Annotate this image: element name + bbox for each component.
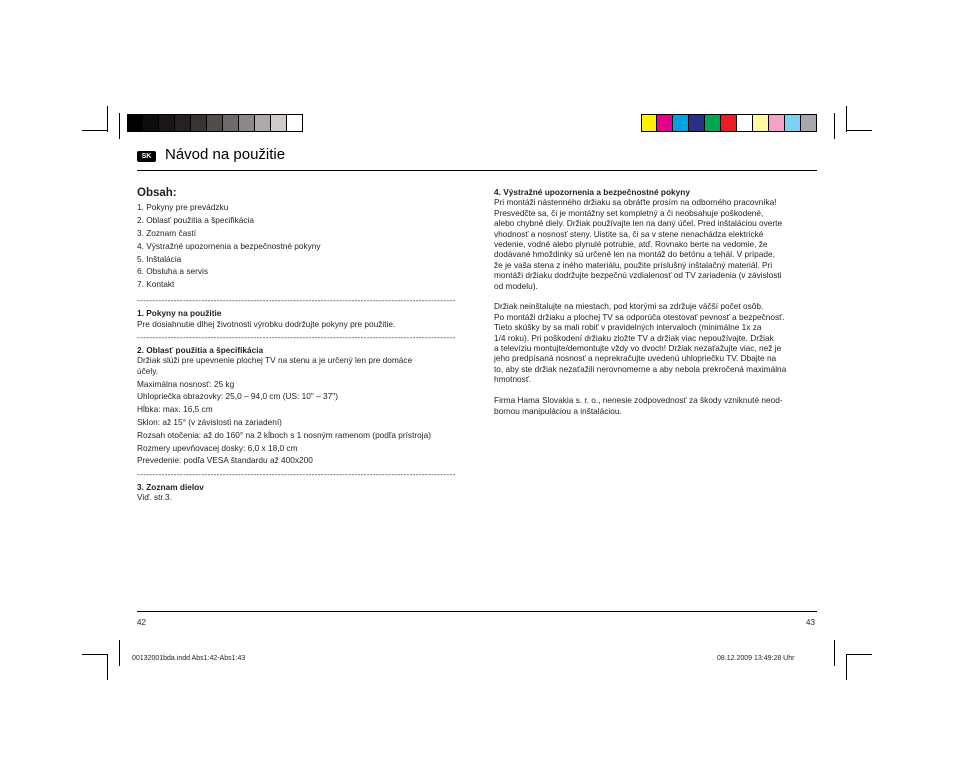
text-line: alebo chybné diely. Držiak používajte len na daný účel. Pred inštaláciou overte [494, 218, 783, 229]
color-swatch [255, 114, 271, 132]
spec-line: Sklon: až 15° (v závislosti na zariadení) [137, 417, 282, 428]
color-swatch [159, 114, 175, 132]
separator: -------------------------------------------------------------------------------------------------------- [137, 332, 456, 343]
spec-line: Uhlopriečka obrazovky: 25,0 – 94,0 cm (US: 10" – 37") [137, 391, 338, 402]
text-line: že je vaša stena z iného materiálu, použite príslušný inštalačný materiál. Pri [494, 259, 773, 270]
text-line: vhodnosť a nosnosť steny. Uistite sa, či sa v stene nenachádza elektrické [494, 228, 764, 239]
timestamp: 08.12.2009 13:49:28 Uhr [717, 655, 795, 662]
crop-mark [846, 106, 847, 132]
crop-mark [119, 640, 120, 666]
crop-mark [107, 106, 108, 132]
file-info: 00132001bda.indd Abs1:42-Abs1:43 [132, 655, 246, 662]
toc-item: 1. Pokyny pre prevádzku [137, 202, 229, 212]
crop-mark [834, 640, 835, 666]
text-line: od modelu). [494, 280, 538, 291]
color-swatch [785, 114, 801, 132]
color-swatch [705, 114, 721, 132]
color-swatch [207, 114, 223, 132]
crop-mark [82, 130, 108, 131]
crop-mark [82, 654, 108, 655]
separator: -------------------------------------------------------------------------------------------------------- [137, 295, 456, 306]
text-line: dodávané hmoždinky sú určené len na montáž do betónu a tehál. V prípade, [494, 249, 775, 260]
text-line: bornou manipuláciou a inštaláciou. [494, 405, 622, 416]
color-swatch [721, 114, 737, 132]
text-line: Pri montáži nástenného držiaku sa obráťte prosím na odborného pracovníka! [494, 197, 777, 208]
color-swatch [801, 114, 817, 132]
page-title: Návod na použitie [165, 146, 286, 163]
paragraph-1 [494, 197, 824, 291]
color-swatch [753, 114, 769, 132]
specification-list [137, 379, 472, 466]
contents-heading: Obsah: [137, 187, 177, 199]
spec-line: Rozmery upevňovacej dosky: 6,0 x 18,0 cm [137, 442, 298, 453]
section-1-heading: 1. Pokyny na použitie [137, 308, 222, 319]
spec-line: Rozsah otočenia: až do 160° na 2 kĺboch s 1 nosným ramenom (podľa prístroja) [137, 429, 431, 440]
color-swatch [673, 114, 689, 132]
color-swatch [271, 114, 287, 132]
color-swatch [127, 114, 143, 132]
language-badge: SK [137, 151, 156, 162]
text-line: vedenie, vodné alebo plynulé potrubie, atď. Rovnako berte na vedomie, že [494, 239, 768, 250]
crop-mark [846, 654, 872, 655]
color-swatch [657, 114, 673, 132]
color-swatch [769, 114, 785, 132]
text-line: hmotnosť. [494, 374, 532, 385]
right-column [494, 187, 824, 416]
text-line: Presvedčte sa, či je montážny set kompletný a či neobsahuje poškodené, [494, 207, 764, 218]
spec-line: Hĺbka: max. 16,5 cm [137, 404, 213, 415]
separator: -------------------------------------------------------------------------------------------------------- [137, 468, 456, 479]
page-number-right: 43 [806, 618, 815, 627]
toc-item: 4. Výstražné upozornenia a bezpečnostné pokyny [137, 240, 321, 251]
paragraph-3 [494, 395, 824, 416]
color-swatch [143, 114, 159, 132]
footer-rule [137, 611, 817, 612]
color-swatch [191, 114, 207, 132]
grayscale-bar [127, 114, 303, 132]
text-line: jeho predpísaná nosnosť a neprekračujte uvedenú uhlopriečku TV. Dbajte na [494, 353, 777, 364]
toc-item: 5. Inštalácia [137, 253, 182, 264]
toc-item: 2. Oblasť použitia a špecifikácia [137, 214, 255, 225]
text-line: 1/4 roku). Pri poškodení držiaku zložte TV a držiak viac nepoužívajte. Držiak [494, 332, 774, 343]
toc-item: 6. Obsluha a servis [137, 266, 209, 277]
color-swatch [641, 114, 657, 132]
section-1-text: Pre dosiahnutie dlhej životnosti výrobku dodržujte pokyny pre použitie. [137, 318, 396, 329]
spec-line: Maximálna nosnosť: 25 kg [137, 378, 235, 389]
color-swatch [239, 114, 255, 132]
header-rule [137, 170, 817, 171]
text-line: to, aby ste držiak nezaťažili nerovnomerne a aby nebola prekročená maximálna [494, 363, 787, 374]
text-line: Tieto skúšky by sa mali robiť v pravidelných intervaloch (minimálne 1x za [494, 322, 762, 333]
text-line: a televíziu montujte/demontujte vždy vo dvoch! Držiak nezaťažujte viac, než je [494, 343, 782, 354]
paragraph-2 [494, 301, 824, 384]
color-swatch [223, 114, 239, 132]
section-2-heading: 2. Oblasť použitia a špecifikácia [137, 345, 264, 356]
text-line: montáži držiaku dodržujte bezpečnú vzdialenosť od TV zariadenia (v závislosti [494, 270, 782, 281]
section-2-text-line: Držiak slúži pre upevnenie plochej TV na stenu a je určený len pre domáce [137, 355, 413, 366]
section-2-text-line: účely. [137, 365, 159, 376]
left-column [137, 186, 472, 503]
color-swatch [175, 114, 191, 132]
color-swatch [287, 114, 303, 132]
toc-item: 3. Zoznam častí [137, 227, 197, 238]
crop-mark [834, 113, 835, 139]
text-line: Držiak neinštalujte na miestach, pod ktorými sa zdržuje väčší počet osôb. [494, 301, 764, 312]
page-number-left: 42 [137, 618, 146, 627]
crop-mark [119, 113, 120, 139]
text-line: Po montáži držiaku a plochej TV sa odporúča otestovať pevnosť a bezpečnosť. [494, 311, 785, 322]
table-of-contents [137, 202, 472, 292]
section-4-heading: 4. Výstražné upozornenia a bezpečnostné pokyny [494, 187, 690, 197]
text-line: Firma Hama Slovakia s. r. o., nenesie zodpovednosť za škody vzniknuté neod- [494, 395, 783, 406]
crop-mark [846, 130, 872, 131]
crop-mark [846, 654, 847, 680]
color-swatch [737, 114, 753, 132]
section-3-heading: 3. Zoznam dielov [137, 481, 204, 492]
section-3-text: Viď. str.3. [137, 492, 172, 503]
toc-item: 7. Kontakt [137, 279, 175, 290]
crop-mark [107, 654, 108, 680]
spec-line: Prevedenie: podľa VESA štandardu až 400x200 [137, 455, 313, 466]
color-bar [641, 114, 817, 132]
color-swatch [689, 114, 705, 132]
